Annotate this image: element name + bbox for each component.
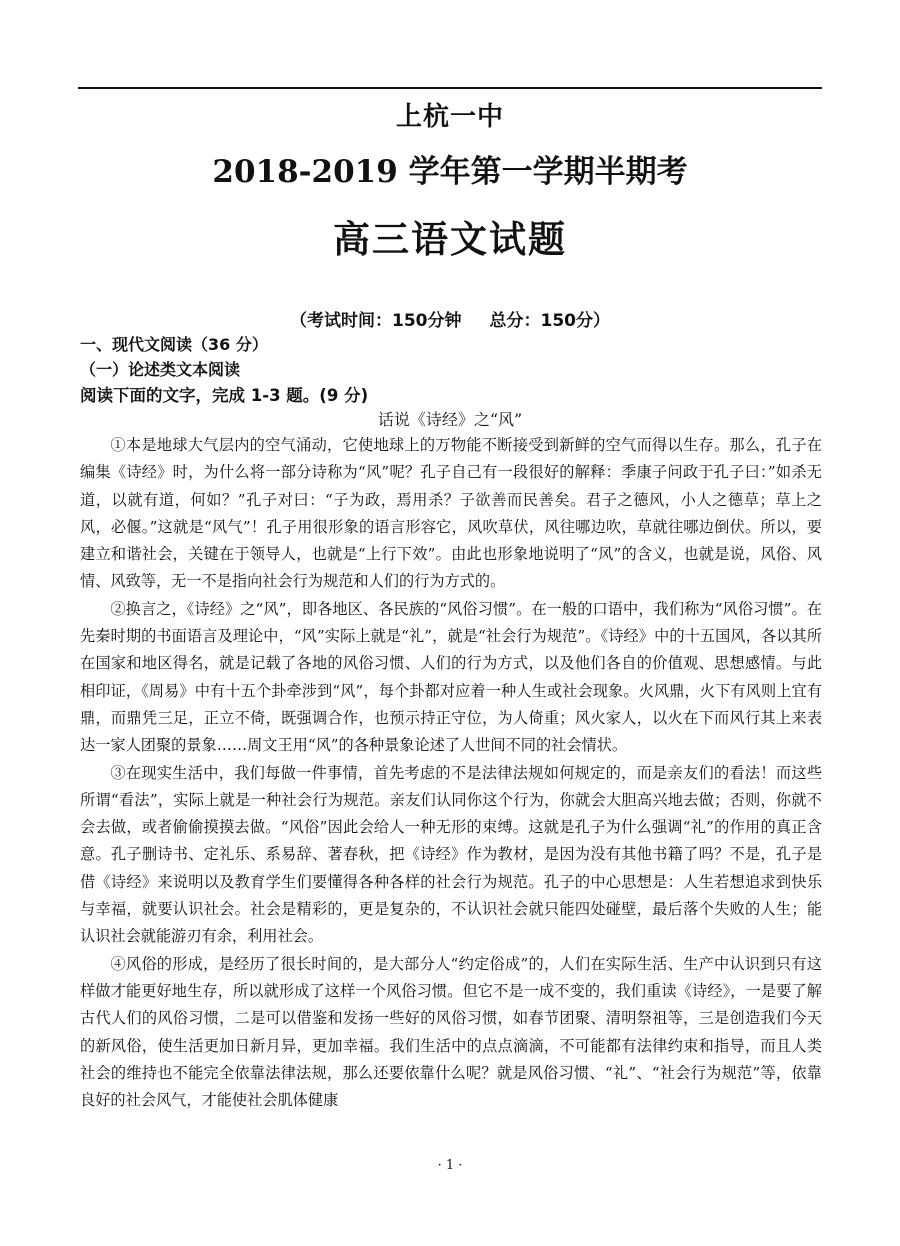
school-name: 上杭一中 xyxy=(395,102,504,132)
article-paragraph-3: ③在现实生活中，我们每做一件事情，首先考虑的不是法律法规如何规定的，而是亲友们的看法！而这些所谓“看法”，实际上就是一种社会行为规范。亲友们认同你这个行为，你就会大胆高兴地去做；否则，你就不会去做，或者偷偷摸摸去做。“风俗”因此会给人一种无形的束缚。这就是孔子为什么强调“礼”的作用的真正含意。孔子删诗书、定礼乐、系易辞、著春秋，把《诗经》作为教材，是因为没有其他书籍了吗？不是，孔子是借《诗经》来说明以及教育学生们要懂得各种各样的社会行为规范。孔子的中心思想是：人生若想追求到快乐与幸福，就要认识社会。社会是精彩的，更是复杂的，不认识社会就只能四处碰壁，最后落个失败的人生；能认识社会就能游刃有余，利用社会。 xyxy=(80,763,822,946)
subsection-heading: （一）论述类文本阅读 xyxy=(80,360,241,379)
exam-info xyxy=(0,306,900,331)
article-paragraph-1: ①本是地球大气层内的空气涌动，它使地球上的万物能不断接受到新鲜的空气而得以生存。那么，孔子在编集《诗经》时，为什么将一部分诗称为“风”呢？孔子自己有一段很好的解释：季康子问政于孔子曰：”如杀无道，以就有道，何如？”孔子对曰：“子为政，焉用杀？子欲善而民善矣。君子之德风，小人之德草；草上之风，必偃。”这就是“风气”！孔子用很形象的语言形容它，风吹草伏，风往哪边吹，草就往哪边倒伏。所以，要建立和谐社会，关键在于领导人，也就是“上行下效”。由此也形象地说明了“风”的含义，也就是说，风俗、风情、风致等，无一不是指向社会行为规范和人们的行为方式的。 xyxy=(80,436,822,591)
article-body xyxy=(80,432,822,1114)
article-paragraph-2: ②换言之，《诗经》之“风”，即各地区、各民族的“风俗习惯”。在一般的口语中，我们称为“风俗习惯”。在先秦时期的书面语言及理论中，“风”实际上就是“礼”，就是“社会行为规范”。《诗经》中的十五国风，各以其所在国家和地区得名，就是记载了各地的风俗习惯、人们的行为方式，以及他们各自的价值观、思想感情。与此相印证，《周易》中有十五个卦牵涉到“风”，每个卦都对应着一种人生或社会现象。火风鼎，火下有风则上宜有鼎，而鼎凭三足，正立不倚，既强调合作，也预示持正守位，为人倚重；风火家人，以火在下而风行其上来表达一家人团聚的景象……周文王用“风”的各种景象论述了人世间不同的社会情状。 xyxy=(80,599,822,755)
header-rule xyxy=(78,87,822,89)
exam-time: （考试时间：150分钟 xyxy=(290,311,462,331)
exam-total-score: 总分：150分） xyxy=(489,311,610,331)
reading-instruction: 阅读下面的文字，完成 1-3 题。(9 分) xyxy=(80,386,369,405)
page-number: · 1 · xyxy=(437,1158,463,1173)
section-heading: 一、现代文阅读（36 分） xyxy=(80,335,268,354)
exam-title: 高三语文试题 xyxy=(333,217,567,261)
article-paragraph-4: ④风俗的形成，是经历了很长时间的，是大部分人“约定俗成”的，人们在实际生活、生产中认识到只有这样做才能更好地生存，所以就形成了这样一个风俗习惯。但它不是一成不变的，我们重读《诗经》，一是要了解古代人们的风俗习惯，二是可以借鉴和发扬一些好的风俗习惯，如春节团聚、清明祭祖等，三是创造我们今天的新风俗，使生活更加日新月异，更加幸福。我们生活中的点点滴滴，不可能都有法律约束和指导，而且人类社会的维持也不能完全依靠法律法规，那么还要依靠什么呢？就是风俗习惯、“礼”、“社会行为规范”等，依靠良好的社会风气，才能使社会肌体健康 xyxy=(80,954,822,1110)
article-title: 话说《诗经》之“风” xyxy=(377,410,523,429)
term-title: 2018-2019 学年第一学期半期考 xyxy=(212,154,688,190)
